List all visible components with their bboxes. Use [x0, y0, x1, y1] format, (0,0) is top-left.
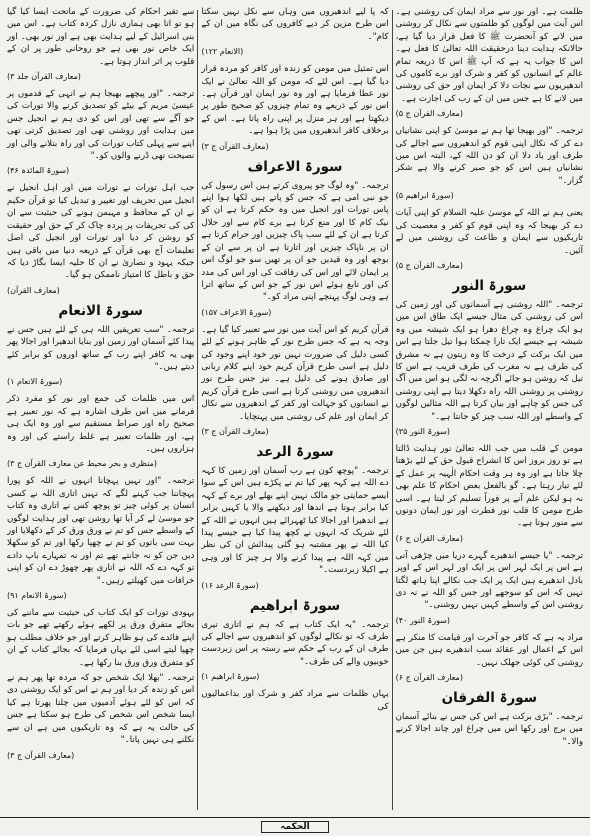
- paragraph: مراد یہ ہے کہ کافر جو آخرت اور قیامت کا منکر ہے اس کے اعمال اور عقائد سب اندھیرے ہیں جن میں روشنی کی کوئی جھلک نہیں۔: [395, 632, 583, 668]
- column-left: [393, 6, 586, 814]
- source-citation: (سورۃ النور ۴۰): [395, 615, 451, 625]
- section-heading-araf: سورۃ الاعراف: [247, 158, 343, 175]
- source-citation: (معارف القرآن ج ۶): [395, 533, 463, 543]
- section-heading-ibrahim: سورۃ ابراھیم: [249, 597, 341, 614]
- paragraph: ترجمہ۔ "پوچھ کون ہے رب آسمان اور زمین کا کہہ دے اللہ ہے کہہ پھر کیا تم نے پکڑے ہیں اس کے سوا ایسے حمایتی جو مالک نہیں اپنے بھلے اور برے کے کہہ کیا برابر ہوتا ہے اندھا اور دیکھنے والا یا کہیں برابر ہے اندھیرا اور اجالا کیا ٹھہرائے ہیں انہوں نے اللہ کے لئے شریک کہ انہوں نے کچھ پیدا کیا ہے جیسے پیدا کیا اللہ نے پھر مشتبہ ہو گئی پیدائش ان کی نظر میں کہہ اللہ ہے پیدا کرنے والا ہر چیز کا اور وہی ہے اکیلا زبردست۔": [201, 465, 389, 576]
- column-divider: [392, 10, 393, 810]
- source-citation: (سورۃ ابراھیم ۵): [395, 191, 454, 201]
- section-heading-furqan: سورۃ الفرقان: [441, 690, 537, 707]
- paragraph: اس تمثیل میں مومن کو زندہ اور کافر کو مردہ قرار دیا گیا ہے۔ اس لئے کہ مومن کو اللہ تعالیٰ نے ایک نور عطا فرمایا ہے اور وہ نور ایمان اور قرآن ہے۔ اس نور کے ذریعے وہ تمام چیزوں کو صحیح طور پر دیکھتا ہے اور ہر منزل پر اپنی راہ پاتا ہے۔ اس کے برخلاف کافر اندھیروں میں پڑا ہوا ہے۔: [201, 64, 389, 137]
- section-heading-anam: سورۃ الانعام: [58, 302, 143, 319]
- source-citation: (معارف القرآن ج ۵): [395, 109, 463, 119]
- paragraph: ترجمہ۔ "یہ ایک کتاب ہے کہ ہم نے اتاری تیری طرف کہ تو نکالے لوگوں کو اندھیروں سے اجالے کی طرف ان کے رب کے حکم سے رستہ پر اس زبردست خوبیوں والے کی طرف۔": [201, 619, 389, 667]
- source-citation: (سورۃ الانعام ۱): [7, 377, 63, 387]
- source-citation: (معارف القرآن ج ۳): [7, 750, 75, 760]
- paragraph: ترجمہ۔ "بھلا ایک شخص جو کہ مردہ تھا پھر ہم نے اس کو زندہ کر دیا اور ہم نے اس کو ایک روشنی دی کہ اس کو لئے ہوئے آدمیوں میں چلتا پھرتا ہے کیا ایسا شخص اس شخص کی طرح ہو سکتا ہے جس کی حالت یہ ہے کہ وہ تاریکیوں میں ہے ان سے نکلنے ہی نہیں پاتا۔": [7, 673, 195, 746]
- source-citation: (معارف القرآن ج ۵): [395, 260, 463, 270]
- paragraph: مومن کے قلب میں جب اللہ تعالیٰ نور ہدایت ڈالتا ہے تو روز بروز اس کا انشراح قبول حق کے لئے بڑھتا چلا جاتا ہے اور وہ ہر وقت احکام الٰہیہ پر عمل کے لئے تیار رہتا ہے۔ گو بالفعل بعض احکام کا علم بھی نہ ہو لیکن علم آنے پر فوراً تسلیم کر لیتا ہے۔ اسی طرح مومن کا قلب نور فطرت اور نور ایمان دونوں سے منور ہوتا ہے۔: [395, 443, 583, 529]
- paragraph: ترجمہ۔ "سب تعریفیں اللہ ہی کے لئے ہیں جس نے پیدا کئے آسمان اور زمین اور بنایا اندھیرا اور اجالا پھر بھی یہ کافر اپنے رب کے ساتھ اوروں کو برابر کئے دیتے ہیں۔": [7, 324, 195, 372]
- section-heading-noor: سورۃ النور: [452, 277, 527, 294]
- source-citation: (معارف القرآن ج ۳): [201, 141, 269, 151]
- column-right: [4, 6, 197, 814]
- paragraph: اس میں ظلمات کی جمع اور نور کو مفرد ذکر فرمانے میں اس طرف اشارہ ہے کہ نور تعبیر ہے صحیح راہ اور صراط مستقیم سے اور وہ ایک ہی ہے، اور ظلمات تعبیر ہے غلط راستے کی اور وہ ہزاروں ہیں۔: [7, 394, 195, 454]
- paragraph: قرآن کریم کو اس آیت میں نور سے تعبیر کیا گیا ہے۔ وجہ یہ ہے کہ جس طرح نور کے ظاہر ہونے کے لئے کسی دلیل کی ضرورت نہیں نور خود اپنے وجود کی دلیل ہے اسی طرح قرآن کریم خود اپنے کلام ربانی اور صادق ہونے کی دلیل ہے۔ نیز جس طرح نور اندھیروں میں روشنی کرتا ہے اسی طرح قرآن کریم نے انسانوں کو جہالت اور کفر کے اندھیروں سے نکال کر ایمان اور علم کی روشنی میں پہنچایا۔: [201, 324, 389, 422]
- paragraph: ترجمہ۔ "اور نہیں پہچانا انہوں نے اللہ کو پورا پہچاننا جب کہنے لگے کہ نہیں اتاری اللہ نے کسی انسان پر کوئی چیز تو پوچھ کس نے اتاری وہ کتاب جو موسیٰ لے کر آیا تھا روشن تھی اور ہدایت لوگوں کے واسطے جس کو تم نے ورق ورق کر کے دکھلایا اور بہت سی باتوں کو تم نے چھپا رکھا اور تم کو سکھلا دیں جن کو نہ جانتے تھے تم اور نہ تمہارے باپ دادے تو کہہ دے کہ اللہ نے اتاری پھر چھوڑ دے ان کو اپنی خرافات میں کھیلتے رہیں۔": [7, 476, 195, 586]
- source-citation: (معارف القرآن جلد ۳): [7, 72, 81, 82]
- source-citation: (سورۃ المائدہ ۴۶): [7, 166, 70, 176]
- paragraph: یہودی تورات کو ایک کتاب کی حیثیت سے ماننے کی بجائے متفرق ورق پر لکھے ہوئے رکھتے تھے جو بات اپنے فائدے کی ہو ظاہر کرتے اور جو خلاف مطلب ہو چھپا لیتے اسی لئے یہاں فرمایا کہ بجائے کتاب کے ان کو متفرق ورق ورق بنا رکھا ہے۔: [7, 608, 195, 668]
- source-citation: (سورۃ الانعام ۹۱): [7, 591, 67, 601]
- paragraph: ترجمہ۔ "اور پیچھے بھیجا ہم نے انہی کے قدموں پر عیسیٰ مریم کے بیٹے کو تصدیق کرنے والا تورات کی جو آگے سے تھی اور اس کو دی ہم نے انجیل جس میں ہدایت اور روشنی تھی اور تصدیق کرتی تھی اپنے سے پہلی کتاب تورات کی اور راہ بتلانے والی اور نصیحت تھی ڈرنے والوں کو۔": [7, 89, 195, 162]
- paragraph: جب اہل تورات نے تورات میں اور اہل انجیل نے انجیل میں تحریف اور تغییر و تبدیل کیا تو قرآن حکیم نے ان کے محافظ و مہیمن ہونے کی حیثیت سے ان کی کی تحریفات پر پردہ چاک کر کے حق اور حقیقت کو روشن کر دیا اور تورات اور انجیل کی اصل تعلیمات آج بھی قرآن کے ذریعہ دنیا میں باقی ہیں جبکہ یہود و نصاریٰ نے ان کا حلیہ ایسا بگاڑ دیا کہ حق و باطل کا امتیاز ناممکن ہو گیا۔: [7, 183, 195, 281]
- source-citation: (سورۃ الرعد ۱۶): [201, 580, 259, 590]
- paragraph: کہ پا لیے اندھیروں میں وہاں سے نکل نہیں سکتا اس طرح مزین کر دیے کافروں کی نگاہ میں ان کے کام"۔: [201, 7, 389, 42]
- page-footer: [0, 817, 590, 836]
- source-citation: (الانعام ۱۲۲): [201, 47, 244, 57]
- source-citation: (منظری و بحر محیط عن معارف القرآن ج ۳): [7, 459, 157, 469]
- source-citation: (سورۃ النور ۳۵): [395, 426, 451, 436]
- paragraph: ترجمہ۔ "اللہ روشنی ہے آسمانوں کی اور زمین کی اس کی روشنی کی مثال جیسے ایک طاق اس میں ہو ایک چراغ وہ چراغ دھرا ہو ایک شیشہ میں وہ شیشہ ہے جیسے ایک تارا چمکتا ہوا تیل جلتا ہے اس میں ایک برکت کے درخت کا وہ زیتون ہے نہ مشرق کی طرف ہے نہ مغرب کی طرف قریب ہے اس کا تیل کہ روشن ہو جائے اگرچہ نہ لگی ہو اس میں آگ روشنی پر روشنی اللہ راہ دکھلا دیتا ہے اپنی روشنی کی جس کو چاہے اور بیان کرتا ہے اللہ مثالیں لوگوں کے واسطے اور اللہ سب چیز کو جانتا ہے۔": [395, 299, 583, 422]
- source-citation: (سورۃ الاعراف ۱۵۷): [201, 307, 272, 317]
- paragraph: ترجمہ۔ "وہ لوگ جو پیروی کرتے ہیں اس رسول کی جو نبی امی ہے کہ جس کو پاتے ہیں لکھا ہوا اپنے پاس تورات اور انجیل میں وہ حکم کرتا ہے ان کو نیک کام کا اور منع کرتا ہے برے کام سے اور حلال کرتا ہے ان کے لئے سب پاک چیزیں اور حرام کرتا ہے ان پر ناپاک چیزیں اور اتارتا ہے ان پر سے ان کے بوجھ اور وہ قیدیں جو ان پر تھیں سو جو لوگ اس پر ایمان لائے اور اس کی رفاقت کی اور اس کی مدد کی اور تابع ہوئے اس نور کے جو اس کے ساتھ اترا ہے وہی لوگ پہنچے اپنی مراد کو۔": [201, 180, 389, 303]
- paragraph: یعنی ہم نے اللہ کے موسیٰ علیہ السلام کو اپنی آیات دے کر بھیجا کہ وہ اپنی قوم کو کفر و معصیت کی تاریکیوں سے ایمان و طاعت کی روشنی میں لے آئیں۔: [395, 208, 583, 256]
- column-middle: [198, 6, 391, 814]
- source-citation: (معارف القرآن ج ۶): [395, 673, 463, 683]
- paragraph: ترجمہ۔ "اور بھیجا تھا ہم نے موسیٰ کو اپنی نشانیاں دے کر کہ نکال اپنی قوم کو اندھیروں سے اجالے کی طرف اور یاد دلا ان کو دن اللہ کے، البتہ اس میں نشانیاں ہیں اس کو جو صبر کرنے والا ہے شکر گزار۔": [395, 126, 583, 186]
- section-heading-raad: سورۃ الرعد: [256, 443, 334, 460]
- source-citation: (سورۃ ابراھیم ۱): [201, 672, 260, 682]
- paragraph: ترجمہ۔ "یا جیسے اندھیرے گہرے دریا میں چڑھی آتی ہے اس پر ایک لہر اس پر ایک اور لہر اس کے اوپر بادل اندھیرے ہیں ایک پر ایک جب نکالے اپنا ہاتھ لگتا نہیں کہ اس کو سوجھے اور جس کو اللہ نے نہ دی روشنی اس کے واسطے کہیں نہیں روشنی۔": [395, 550, 583, 611]
- paragraph: یہاں ظلمات سے مراد کفر و شرک اور بداعمالیوں کی: [201, 689, 389, 712]
- column-divider: [197, 10, 198, 810]
- paragraph: سے تقیر احکام کی ضرورت کے ماتحت ایسا کیا گیا ہو تو اتا بھی ہماری نازل کردہ کتاب ہے۔ اس میں بنی اسرائیل کے لیے ہدایت بھی ہے اور نور بھی۔ اور ایک خاص نور بھی ہے جو روحانی طور پر ان کے قلوب پر اثر انداز ہوتا ہے۔: [7, 7, 195, 67]
- source-citation: (معارف القرآن ج ۳): [201, 426, 269, 436]
- source-citation: (معارف القرآن): [7, 285, 60, 295]
- paragraph: ظلمت ہے۔ اور نور سے مراد ایمان کی روشنی ہے۔ اس آیت میں لوگوں کو ظلمتوں سے نکال کر روشنی میں لانے کو آنحضرت ﷺ کا فعل قرار دیا گیا ہے، حالانکہ ہدایت دینا درحقیقت اللہ تعالیٰ کا فعل ہے۔ اس کا جواب یہ ہے کہ آپ ﷺ اس کا ذریعہ تمام عالم کے انسانوں کو کفر و شرک اور برے کاموں کی اندھیریوں سے نجات دلا کر ایمان اور حق کی روشنی میں لانے کا ہے جس میں ان کے رب کی اجازت ہے۔: [395, 7, 583, 104]
- paragraph: ترجمہ۔ "بڑی برکت ہے اس کی جس نے بنائے آسمان میں برج اور رکھا اس میں چراغ اور چاند اجالا کرنے والا۔": [395, 712, 583, 747]
- footer-logo: الحکمہ: [261, 821, 329, 833]
